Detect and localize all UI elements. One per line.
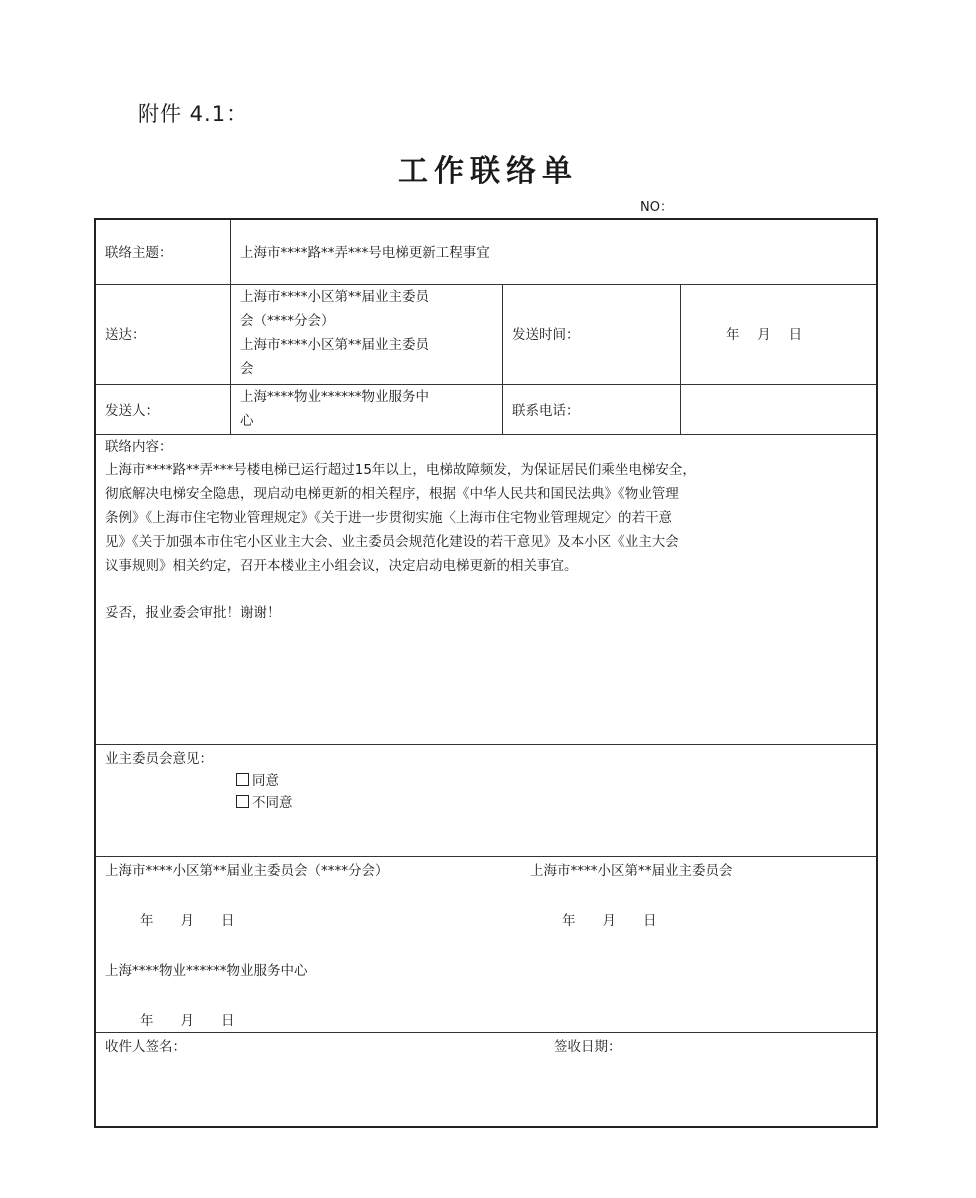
row-divider (96, 384, 876, 385)
sign-committee-branch: 上海市****小区第**届业主委员会（****分会） (105, 863, 389, 879)
contact-form (94, 218, 878, 1128)
content-line: 见》《关于加强本市住宅小区业主大会、业主委员会规范化建设的若干意见》及本小区《业主大会 (105, 534, 679, 550)
checkbox-disagree[interactable] (236, 795, 249, 808)
to-line: 上海市****小区第**届业主委员 (240, 289, 429, 305)
content-line: 议事规则》相关约定，召开本楼业主小组会议，决定启动电梯更新的相关事宜。 (105, 558, 578, 574)
content-body (105, 458, 871, 578)
option-agree[interactable] (236, 770, 279, 792)
send-time-value: 年 月 日 (726, 327, 803, 343)
content-line: 上海市****路**弄***号楼电梯已运行超过15年以上，电梯故障频发，为保证居民们乘坐电梯安全， (105, 462, 696, 478)
column-divider (502, 284, 503, 434)
committee-opinion-label: 业主委员会意见： (105, 751, 213, 767)
content-line: 彻底解决电梯安全隐患，现启动电梯更新的相关程序，根据《中华人民共和国民法典》《物业管理 (105, 486, 679, 502)
sender-line: 心 (240, 413, 254, 429)
sign-property: 上海****物业******物业服务中心 (105, 963, 308, 979)
sign-committee: 上海市****小区第**届业主委员会 (530, 863, 733, 879)
subject-label: 联络主题： (105, 245, 173, 261)
row-divider (96, 1032, 876, 1033)
to-line: 会 (240, 361, 254, 377)
sender-label: 发送人： (105, 403, 159, 419)
column-divider (230, 220, 231, 434)
phone-label: 联系电话： (512, 403, 580, 419)
receive-date-label: 签收日期： (554, 1039, 622, 1055)
content-label: 联络内容： (105, 439, 173, 455)
to-label: 送达： (105, 327, 146, 343)
column-divider (680, 284, 681, 434)
row-divider (96, 744, 876, 745)
send-time-label: 发送时间： (512, 327, 580, 343)
content-line: 条例》《上海市住宅物业管理规定》《关于进一步贯彻实施〈上海市住宅物业管理规定〉的若干意 (105, 510, 672, 526)
sender-line: 上海****物业******物业服务中 (240, 389, 429, 405)
option-disagree-label: 不同意 (252, 795, 293, 811)
receiver-label: 收件人签名： (105, 1039, 186, 1055)
row-divider (96, 434, 876, 435)
to-line: 会（****分会） (240, 313, 335, 329)
attachment-label: 附件 4.1： (138, 102, 249, 126)
option-agree-label: 同意 (252, 773, 279, 789)
to-line: 上海市****小区第**届业主委员 (240, 337, 429, 353)
content-closing: 妥否，报业委会审批！谢谢！ (105, 605, 281, 621)
form-title: 工作联络单 (398, 154, 578, 189)
option-disagree[interactable] (236, 792, 293, 814)
row-divider (96, 284, 876, 285)
date-right: 年 月 日 (562, 913, 657, 929)
checkbox-agree[interactable] (236, 773, 249, 786)
date-property: 年 月 日 (140, 1013, 235, 1029)
date-left: 年 月 日 (140, 913, 235, 929)
subject-value: 上海市****路**弄***号电梯更新工程事宜 (240, 245, 490, 261)
form-number-label: NO： (640, 200, 673, 215)
row-divider (96, 856, 876, 857)
